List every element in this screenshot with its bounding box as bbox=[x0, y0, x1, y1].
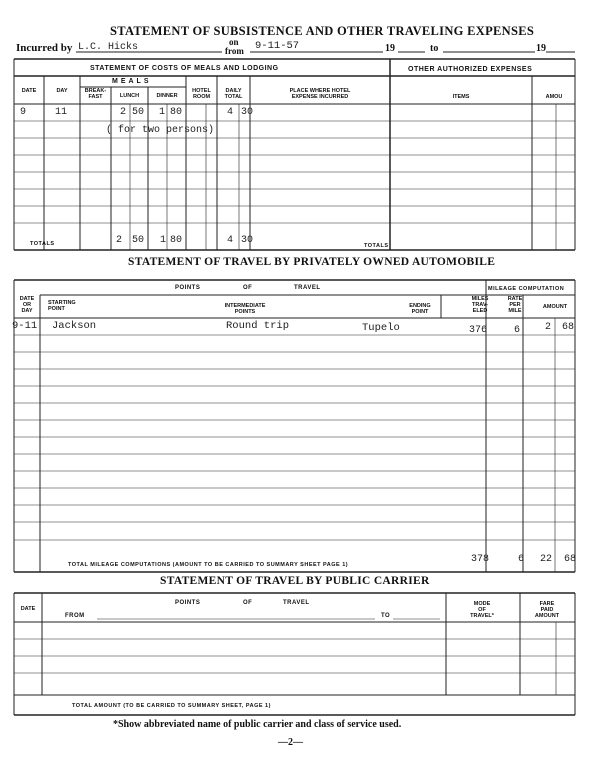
on-label: on bbox=[229, 37, 239, 47]
carrier-col-date-header: DATE bbox=[20, 606, 36, 612]
col-lunch-header: LUNCH bbox=[119, 93, 140, 99]
auto-row1-date: 9-11 bbox=[12, 320, 38, 332]
row1-lunch-cents: 50 bbox=[132, 107, 145, 118]
total-rate: 6 bbox=[518, 554, 525, 565]
col-breakfast-header: BREAK- FAST bbox=[84, 88, 107, 100]
year2-label: 19 bbox=[536, 43, 546, 54]
col-day-header: DAY bbox=[56, 88, 68, 94]
auto-row1-amount-cents: 68 bbox=[562, 322, 575, 333]
totals-daily-dollars: 4 bbox=[227, 235, 234, 246]
row1-lunch-dollars: 2 bbox=[120, 107, 127, 118]
page-number: —2— bbox=[278, 737, 303, 748]
auto-col-date-header: DATE OR DAY bbox=[19, 296, 35, 314]
auto-of-word: OF bbox=[243, 285, 253, 291]
auto-col-rate-header: RATE PER MILE bbox=[507, 296, 523, 314]
col-date-header: DATE bbox=[21, 88, 37, 94]
carrier-section-title: STATEMENT OF TRAVEL BY PUBLIC CARRIER bbox=[160, 575, 430, 587]
incurred-by-label: Incurred by bbox=[16, 42, 73, 54]
auto-col-intermediate-header: INTERMEDIATE POINTS bbox=[224, 303, 266, 315]
row1-date: 9 bbox=[20, 107, 27, 118]
form-title: STATEMENT OF SUBSISTENCE AND OTHER TRAVELING EXPENSES bbox=[110, 24, 535, 38]
row1-total-dollars: 4 bbox=[227, 107, 234, 118]
carrier-points-word: POINTS bbox=[175, 600, 201, 606]
auto-col-amount-header: AMOUNT bbox=[542, 304, 568, 310]
totals-label-place: TOTALS bbox=[364, 243, 389, 249]
totals-lunch-dollars: 2 bbox=[116, 235, 123, 246]
row-note-two-persons: ( for two persons) bbox=[106, 125, 215, 136]
col-place-header: PLACE WHERE HOTEL EXPENSE INCURRED bbox=[289, 88, 351, 100]
auto-col-starting-header: STARTING POINT bbox=[48, 300, 76, 312]
row1-total-cents: 30 bbox=[241, 107, 254, 118]
col-daily-total-header: DAILY TOTAL bbox=[224, 88, 243, 100]
total-amount-cents: 68 bbox=[564, 554, 577, 565]
auto-section-title: STATEMENT OF TRAVEL BY PRIVATELY OWNED AUTOMOBILE bbox=[128, 256, 496, 268]
total-amount-dollars: 22 bbox=[540, 554, 553, 565]
carrier-col-mode-header: MODE OF TRAVEL* bbox=[470, 601, 494, 619]
carrier-to-label: TO bbox=[381, 613, 391, 619]
to-label: to bbox=[430, 43, 439, 54]
auto-row1-intermediate: Round trip bbox=[226, 320, 290, 332]
carrier-col-fare-header: FARE PAID AMOUNT bbox=[534, 601, 560, 619]
col-items-header: ITEMS bbox=[452, 94, 470, 100]
total-mileage-label: TOTAL MILEAGE COMPUTATIONS (AMOUNT TO BE CARRIED TO SUMMARY SHEET PAGE 1) bbox=[68, 562, 349, 568]
auto-points-word: POINTS bbox=[175, 285, 201, 291]
totals-label: TOTALS bbox=[30, 241, 55, 247]
totals-dinner-cents: 80 bbox=[170, 235, 183, 246]
incurred-date: 9-11-57 bbox=[255, 40, 300, 52]
totals-daily-cents: 30 bbox=[241, 235, 254, 246]
incurred-by-name: L.C. Hicks bbox=[78, 42, 139, 53]
carrier-travel-word: TRAVEL bbox=[283, 600, 310, 606]
row1-dinner-dollars: 1 bbox=[159, 107, 166, 118]
col-dinner-header: DINNER bbox=[156, 93, 178, 99]
meals-section-title: STATEMENT OF COSTS OF MEALS AND LODGING bbox=[90, 65, 279, 72]
col-amount-header: AMOU bbox=[545, 94, 563, 100]
mileage-computation-label: MILEAGE COMPUTATION bbox=[488, 286, 565, 292]
from-label: from bbox=[225, 46, 244, 56]
carrier-total-label: TOTAL AMOUNT (TO BE CARRIED TO SUMMARY SHEET, PAGE 1) bbox=[72, 703, 271, 709]
auto-col-miles-header: MILES TRAV- ELED bbox=[471, 296, 489, 314]
auto-travel-word: TRAVEL bbox=[294, 285, 321, 291]
totals-dinner-dollars: 1 bbox=[160, 235, 167, 246]
col-hotel-header: HOTEL ROOM bbox=[192, 88, 211, 100]
row1-dinner-cents: 80 bbox=[170, 107, 183, 118]
auto-row1-ending: Tupelo bbox=[362, 322, 400, 334]
carrier-from-label: FROM bbox=[65, 613, 85, 619]
auto-row1-starting: Jackson bbox=[52, 320, 97, 332]
totals-lunch-cents: 50 bbox=[132, 235, 145, 246]
auto-row1-amount-dollars: 2 bbox=[545, 322, 552, 333]
auto-row1-miles: 376 bbox=[469, 325, 488, 336]
carrier-of-word: OF bbox=[243, 600, 253, 606]
total-miles: 378 bbox=[471, 554, 490, 565]
row1-day: 11 bbox=[55, 107, 68, 118]
other-expenses-title: OTHER AUTHORIZED EXPENSES bbox=[408, 66, 533, 73]
footnote: *Show abbreviated name of public carrier and class of service used. bbox=[113, 719, 402, 730]
meals-label: MEALS bbox=[112, 78, 152, 85]
auto-row1-rate: 6 bbox=[514, 325, 521, 336]
auto-col-ending-header: ENDING POINT bbox=[409, 303, 431, 315]
year1-label: 19 bbox=[385, 43, 395, 54]
